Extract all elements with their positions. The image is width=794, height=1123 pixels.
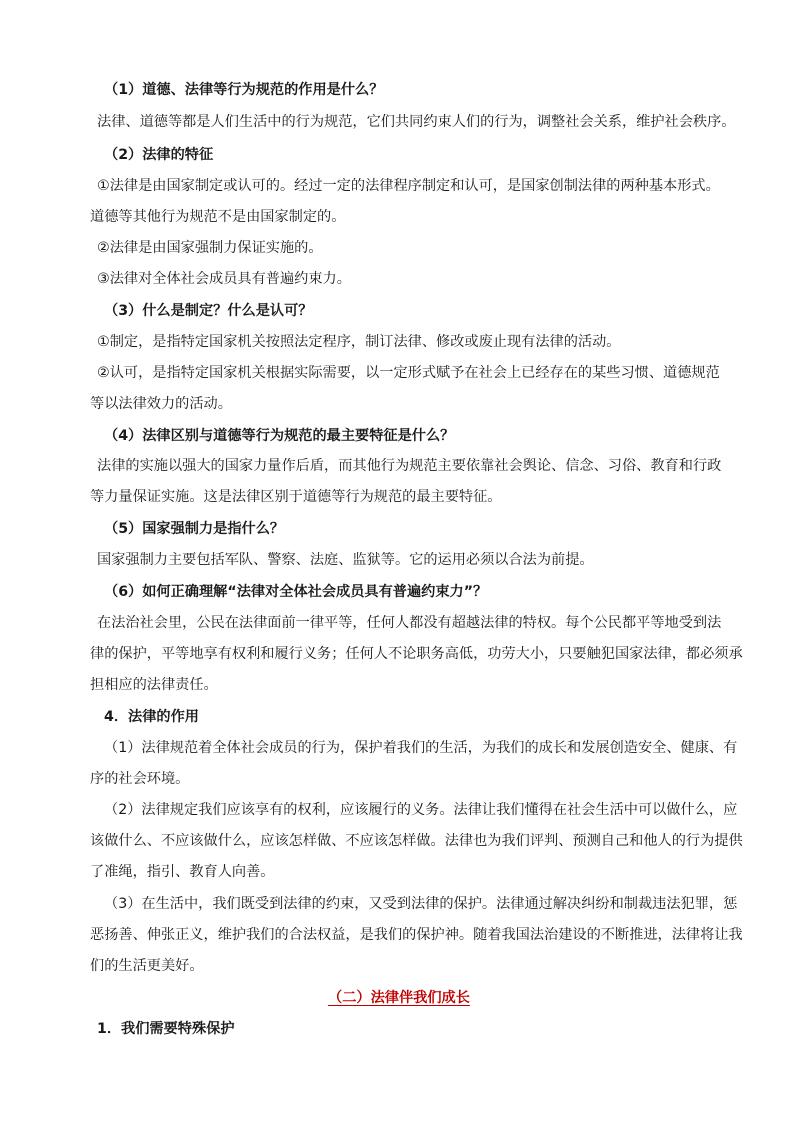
q2-heading: （2）法律的特征: [104, 147, 214, 163]
q3-item-2-line-2: 等以法律效力的活动。: [90, 396, 232, 412]
s4-p3-line-3: 们的生活更美好。: [90, 958, 204, 974]
s4-p1-line-1: （1）法律规范着全体社会成员的行为，保护着我们的生活，为我们的成长和发展创造安全、健康、有: [104, 740, 738, 756]
s4-p2-line-2: 该做什么、不应该做什么，应该怎样做、不应该怎样做。法律也为我们评判、预测自己和他人的行为提供: [90, 833, 743, 849]
q5-heading: （5）国家强制力是指什么？: [104, 521, 285, 537]
s4-p2-line-3: 了准绳，指引、教育人向善。: [90, 864, 275, 880]
q3-item-1: ①制定，是指特定国家机关按照法定程序，制订法律、修改或废止现有法律的活动。: [97, 334, 621, 350]
q2-item-1-line-1: ①法律是由国家制定或认可的。经过一定的法律程序制定和认可，是国家创制法律的两种基本形式。: [97, 178, 720, 194]
section-2-title: （二）法律伴我们成长: [328, 990, 470, 1006]
q4-heading: （4）法律区别与道德等行为规范的最主要特征是什么？: [104, 428, 455, 444]
q1-heading: （1）道德、法律等行为规范的作用是什么？: [104, 82, 384, 98]
q2-item-1-line-2: 道德等其他行为规范不是由国家制定的。: [90, 209, 346, 225]
q2-item-2: ②法律是由国家强制力保证实施的。: [97, 240, 323, 256]
s4-p1-line-2: 序的社会环境。: [90, 771, 190, 787]
q3-item-2-line-1: ②认可，是指特定国家机关根据实际需要，以一定形式赋予在社会上已经存在的某些习惯、道德规范: [97, 365, 720, 381]
q3-heading: （3）什么是制定？什么是认可？: [104, 303, 313, 319]
s4-p3-line-1: （3）在生活中，我们既受到法律的约束，又受到法律的保护。法律通过解决纠纷和制裁违法犯罪，惩: [104, 896, 738, 912]
q5-body: 国家强制力主要包括军队、警察、法庭、监狱等。它的运用必须以合法为前提。: [97, 552, 594, 568]
q6-body-line-2: 律的保护，平等地享有权利和履行义务；任何人不论职务高低，功劳大小，只要触犯国家法律，都必须承: [90, 646, 743, 662]
q4-body-line-2: 等力量保证实施。这是法律区别于道德等行为规范的最主要特征。: [90, 489, 502, 505]
q1-body: 法律、道德等都是人们生活中的行为规范，它们共同约束人们的行为，调整社会关系，维护社会秩序。: [97, 114, 736, 130]
q6-body-line-1: 在法治社会里，公民在法律面前一律平等，任何人都没有超越法律的特权。每个公民都平等地受到法: [97, 615, 722, 631]
q6-body-line-3: 担相应的法律责任。: [90, 677, 218, 693]
q4-body-line-1: 法律的实施以强大的国家力量作后盾，而其他行为规范主要依靠社会舆论、信念、习俗、教育和行政: [97, 458, 722, 474]
q2-item-3: ③法律对全体社会成员具有普遍约束力。: [97, 271, 351, 287]
s4-p3-line-2: 恶扬善、伸张正义，维护我们的合法权益，是我们的保护神。随着我国法治建设的不断推进，法律将让我: [90, 927, 743, 943]
section-4-heading: 4．法律的作用: [104, 709, 199, 725]
subsection-1-heading: 1．我们需要特殊保护: [97, 1021, 235, 1037]
s4-p2-line-1: （2）法律规定我们应该享有的权利，应该履行的义务。法律让我们懂得在社会生活中可以做什么，应: [104, 802, 738, 818]
q6-heading: （6）如何正确理解“法律对全体社会成员具有普遍约束力”？: [104, 584, 488, 600]
